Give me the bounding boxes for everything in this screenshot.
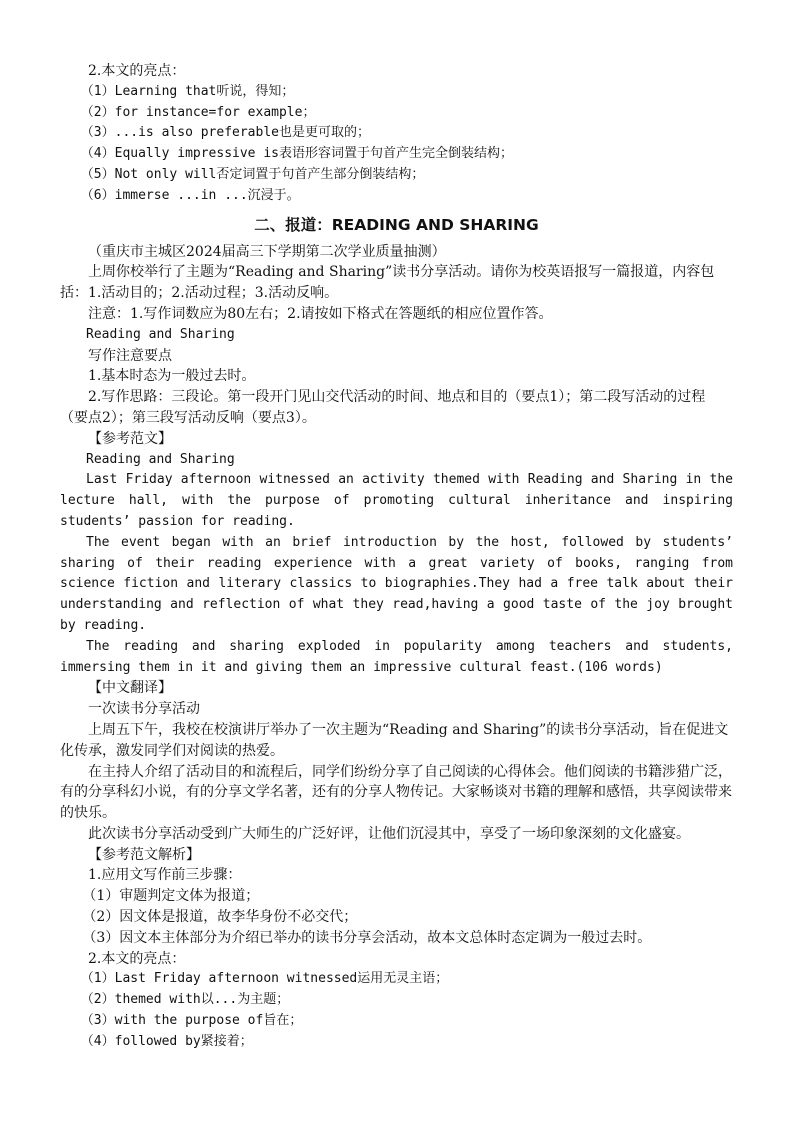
translation-paragraph: 在主持人介绍了活动目的和流程后，同学们纷纷分享了自己阅读的心得体会。他们阅读的书籍涉猎广泛，有的分享科幻小说，有的分享文学名著，还有的分享人物传记。大家畅谈对书籍的理解和感悟，共享阅读带来的快乐。 (60, 763, 732, 822)
tips-heading: 写作注意要点 (88, 347, 172, 364)
highlight-item: （5）Not only will否定词置于句首产生部分倒装结构； (80, 166, 425, 182)
format-title: Reading and Sharing (86, 326, 235, 342)
highlight-item: （1）Last Friday afternoon witnessed运用无灵主语； (80, 971, 449, 987)
steps-heading: 1.应用文写作前三步骤： (88, 867, 242, 884)
translation-title: 一次读书分享活动 (88, 701, 200, 718)
document-page (60, 61, 733, 1053)
highlight-item: （2）themed with以...为主题； (80, 992, 290, 1008)
highlight-item: （3）with the purpose of旨在； (80, 1013, 303, 1029)
highlight-item: （1）Learning that听说，得知； (80, 83, 295, 99)
model-paragraph: The reading and sharing exploded in popularity among teachers and students, immersing them in it and giving them an impressive cultural feast.(106 words) (60, 638, 733, 675)
translation-paragraph: 上周五下午，我校在校演讲厅举办了一次主题为“Reading and Sharing”的读书分享活动，旨在促进文化传承，激发同学们对阅读的热爱。 (60, 721, 729, 759)
step-item: （2）因文体是报道，故李华身份不必交代； (82, 909, 358, 926)
translation-heading: 【中文翻译】 (88, 680, 172, 697)
model-title: Reading and Sharing (86, 451, 235, 467)
step-item: （1）审题判定文体为报道； (82, 888, 260, 905)
highlights-heading: 2.本文的亮点： (88, 950, 186, 967)
highlight-item: （4）followed by紧接着； (80, 1033, 253, 1049)
model-heading: 【参考范文】 (88, 430, 172, 447)
highlight-item: （4）Equally impressive is表语形容词置于句首产生完全倒装结构； (80, 146, 513, 162)
highlight-item: （2）for instance=for example； (80, 104, 316, 120)
task-note: 注意：1.写作词数应为80左右；2.请按如下格式在答题纸的相应位置作答。 (88, 305, 553, 322)
translation-paragraph: 此次读书分享活动受到广大师生的广泛好评，让他们沉浸其中，享受了一场印象深刻的文化盛宴。 (88, 825, 690, 842)
highlights-heading: 2.本文的亮点： (88, 63, 186, 79)
model-paragraph: The event began with an brief introduction by the host, followed by students’ sharing of their reading experience with a great variety of books, ranging from science fiction and literary classics to biographies.They had a free talk about their understanding and reflection of what they read,having a good taste of the joy brought by reading. (60, 534, 733, 633)
highlight-item: （3）...is also preferable也是更可取的； (80, 125, 370, 141)
section-title: 二、报道：READING AND SHARING (254, 215, 539, 234)
step-item: （3）因文本主体部分为介绍已举办的读书分享会活动，故本文总体时态定调为一般过去时。 (82, 929, 652, 946)
tip-item: 1.基本时态为一般过去时。 (88, 368, 256, 385)
source-note: （重庆市主城区2024届高三下学期第二次学业质量抽测） (88, 243, 446, 260)
task-prompt: 上周你校举行了主题为“Reading and Sharing”读书分享活动。请你为校英语报写一篇报道，内容包括：1.活动目的；2.活动过程；3.活动反响。 (60, 264, 715, 302)
model-paragraph: Last Friday afternoon witnessed an activity themed with Reading and Sharing in the lecture hall, with the purpose of promoting cultural inheritance and inspiring students’ passion for reading. (60, 472, 733, 529)
highlight-item: （6）immerse ...in ...沉浸于。 (80, 187, 300, 203)
tip-item: 2.写作思路：三段论。第一段开门见山交代活动的时间、地点和目的（要点1）；第二段写活动的过程（要点2）；第三段写活动反响（要点3）。 (60, 389, 706, 426)
analysis-heading: 【参考范文解析】 (88, 846, 200, 863)
